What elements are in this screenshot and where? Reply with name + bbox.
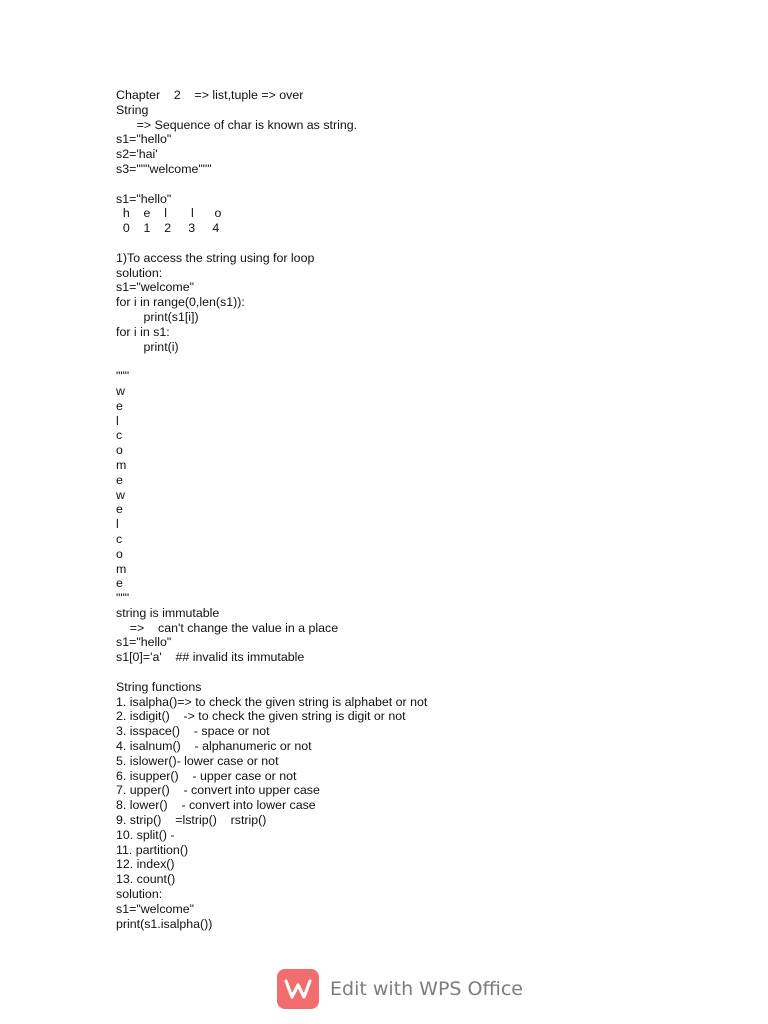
text-line: 2. isdigit() -> to check the given string is digit or not (116, 709, 406, 724)
text-line: m (116, 561, 127, 576)
wps-logo-icon[interactable] (277, 969, 319, 1009)
text-line: String (116, 102, 149, 117)
text-line: Chapter 2 => list,tuple => over (116, 88, 304, 102)
wps-watermark[interactable] (277, 969, 523, 1009)
text-line: print(i) (116, 339, 179, 354)
text-line: l (116, 517, 119, 532)
text-line: 1. isalpha()=> to check the given string is alphabet or not (116, 694, 428, 709)
text-line: e (116, 472, 123, 487)
text-line: solution: (116, 265, 163, 280)
text-line: s1="hello" (116, 191, 172, 206)
text-line: m (116, 457, 127, 472)
document-body (116, 88, 736, 931)
text-line: for i in range(0,len(s1)): (116, 295, 245, 310)
text-line: o (116, 546, 123, 561)
text-line: 12. index() (116, 857, 175, 872)
text-line: w (116, 487, 125, 502)
text-line: s2='hai' (116, 147, 158, 162)
text-line: print(s1[i]) (116, 309, 199, 324)
text-line: o (116, 443, 123, 458)
text-line: c (116, 428, 123, 443)
text-line: e (116, 502, 123, 517)
text-line: => can't change the value in a place (116, 620, 339, 635)
text-line: s1="welcome" (116, 901, 195, 916)
text-line: 4. isalnum() - alphanumeric or not (116, 739, 312, 754)
text-line: 9. strip() =lstrip() rstrip() (116, 813, 267, 828)
blank-line (116, 177, 736, 192)
text-line: 7. upper() - convert into upper case (116, 783, 320, 798)
text-line: 8. lower() - convert into lower case (116, 798, 316, 813)
text-line: s1="hello" (116, 132, 172, 147)
text-line: """ (116, 591, 130, 606)
text-line: s1="hello" (116, 635, 172, 650)
text-line: e (116, 576, 123, 591)
text-line: String functions (116, 679, 202, 694)
text-line: 0 1 2 3 4 (116, 221, 220, 236)
text-line: w (116, 383, 125, 398)
text-line: string is immutable (116, 605, 220, 620)
text-line: 13. count() (116, 872, 176, 887)
text-line: 1)To access the string using for loop (116, 250, 315, 265)
text-line: 11. partition() (116, 842, 189, 857)
wps-watermark-text[interactable]: Edit with WPS Office (330, 978, 523, 1000)
text-line: c (116, 531, 123, 546)
text-line: solution: (116, 887, 163, 902)
blank-line (116, 354, 736, 369)
blank-line (116, 236, 736, 251)
text-line: """ (116, 369, 130, 384)
text-line: s3="""welcome""" (116, 161, 212, 176)
text-line: s1="welcome" (116, 280, 195, 295)
text-line: h e l l o (116, 206, 222, 221)
text-line: => Sequence of char is known as string. (116, 117, 358, 132)
text-line: for i in s1: (116, 324, 170, 339)
text-line: e (116, 398, 123, 413)
text-line: 3. isspace() - space or not (116, 724, 270, 739)
text-line: 10. split() - (116, 827, 175, 842)
text-line: l (116, 413, 119, 428)
text-line: 6. isupper() - upper case or not (116, 768, 297, 783)
text-line: print(s1.isalpha()) (116, 916, 213, 931)
blank-line (116, 665, 736, 680)
text-line: 5. islower()- lower case or not (116, 753, 279, 768)
text-line: s1[0]='a' ## invalid its immutable (116, 650, 305, 665)
